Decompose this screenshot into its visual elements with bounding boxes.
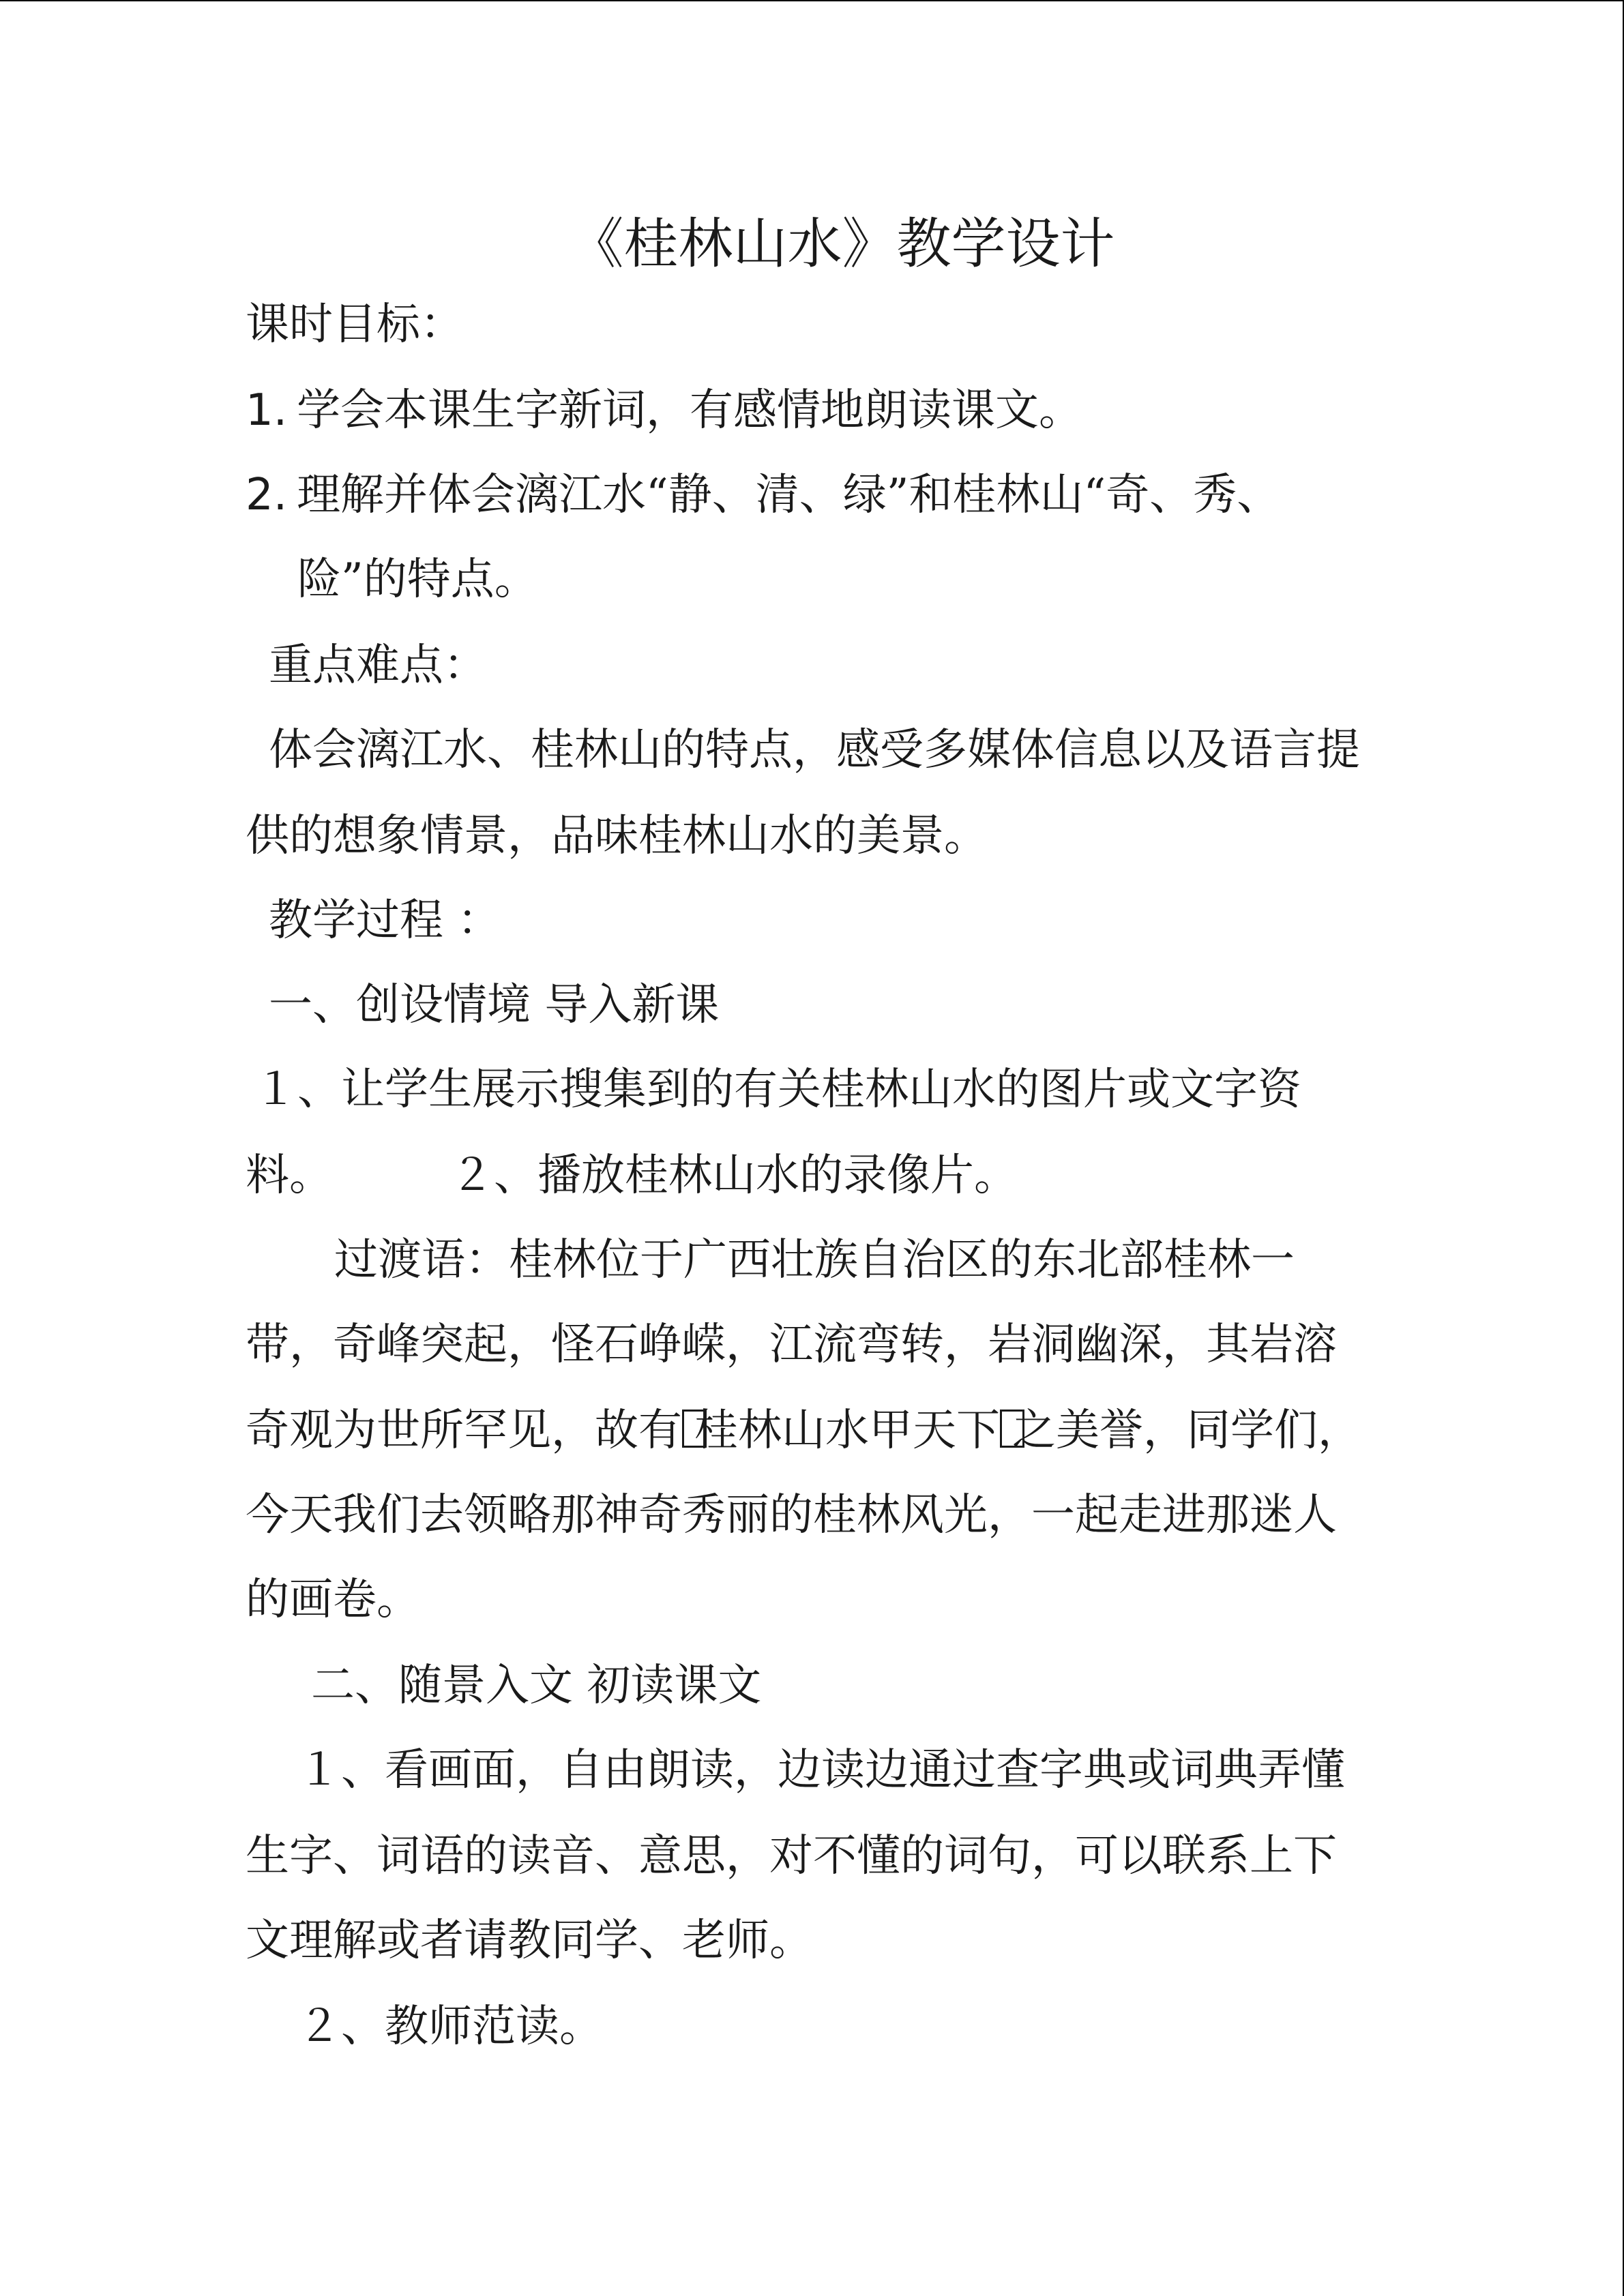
transition-c bbox=[246, 1403, 1361, 1458]
transition-e: 的画卷。 bbox=[246, 1575, 420, 1625]
objective-2-text-b: 险”的特点。 bbox=[297, 554, 538, 605]
transition-c1: 奇观为世所罕见，故有 bbox=[246, 1405, 682, 1456]
s2-item-1-a: １、看画面，自由朗读，边读边通过查字典或词典弄懂 bbox=[297, 1745, 1345, 1795]
missing-glyph-box-close bbox=[1000, 1410, 1024, 1448]
objectives-heading: 课时目标： bbox=[246, 299, 464, 350]
transition-c2: 桂林山水甲天下 bbox=[694, 1405, 1000, 1456]
section-2-heading: 二、随景入文 初读课文 bbox=[311, 1660, 762, 1711]
s1-item-1-a: １、让学生展示搜集到的有关桂林山水的图片或文字资 bbox=[254, 1064, 1301, 1115]
transition-c3: 之美誉，同学们， bbox=[1012, 1405, 1361, 1456]
objective-1-text: 学会本课生字新词，有感情地朗读课文。 bbox=[297, 385, 1083, 436]
objective-2-number: 2. bbox=[246, 470, 288, 520]
s1-item-1-b: 料。 bbox=[246, 1150, 333, 1201]
s2-item-1-b: 生字、词语的读音、意思，对不懂的词句，可以联系上下 bbox=[246, 1831, 1337, 1881]
keypoints-text-b: 供的想象情景，品味桂林山水的美景。 bbox=[246, 811, 988, 861]
objective-1-number: 1. bbox=[246, 385, 288, 436]
s1-item-2: ２、播放桂林山水的录像片。 bbox=[450, 1150, 1018, 1201]
document-title: 《桂林山水》教学设计 bbox=[569, 212, 1115, 275]
keypoints-heading: 重点难点： bbox=[269, 640, 487, 691]
transition-d: 今天我们去领略那神奇秀丽的桂林风光，一起走进那迷人 bbox=[246, 1490, 1337, 1540]
s2-item-2: ２、教师范读。 bbox=[297, 2001, 603, 2052]
transition-a: 过渡语：桂林位于广西壮族自治区的东北部桂林一 bbox=[334, 1235, 1295, 1285]
process-heading: 教学过程 ： bbox=[269, 895, 501, 946]
objective-1 bbox=[246, 383, 1082, 438]
keypoints-text-a: 体会漓江水、桂林山的特点，感受多媒体信息以及语言提 bbox=[269, 725, 1360, 775]
transition-b: 带，奇峰突起，怪石峥嵘，江流弯转，岩洞幽深，其岩溶 bbox=[246, 1320, 1337, 1370]
objective-2 bbox=[246, 468, 1280, 522]
objective-2-text-a: 理解并体会漓江水“静、清、绿”和桂林山“奇、秀、 bbox=[297, 470, 1281, 520]
s2-item-1-c: 文理解或者请教同学、老师。 bbox=[246, 1915, 813, 1966]
missing-glyph-box-open bbox=[682, 1410, 707, 1448]
section-1-heading: 一、创设情境 导入新课 bbox=[269, 980, 720, 1030]
